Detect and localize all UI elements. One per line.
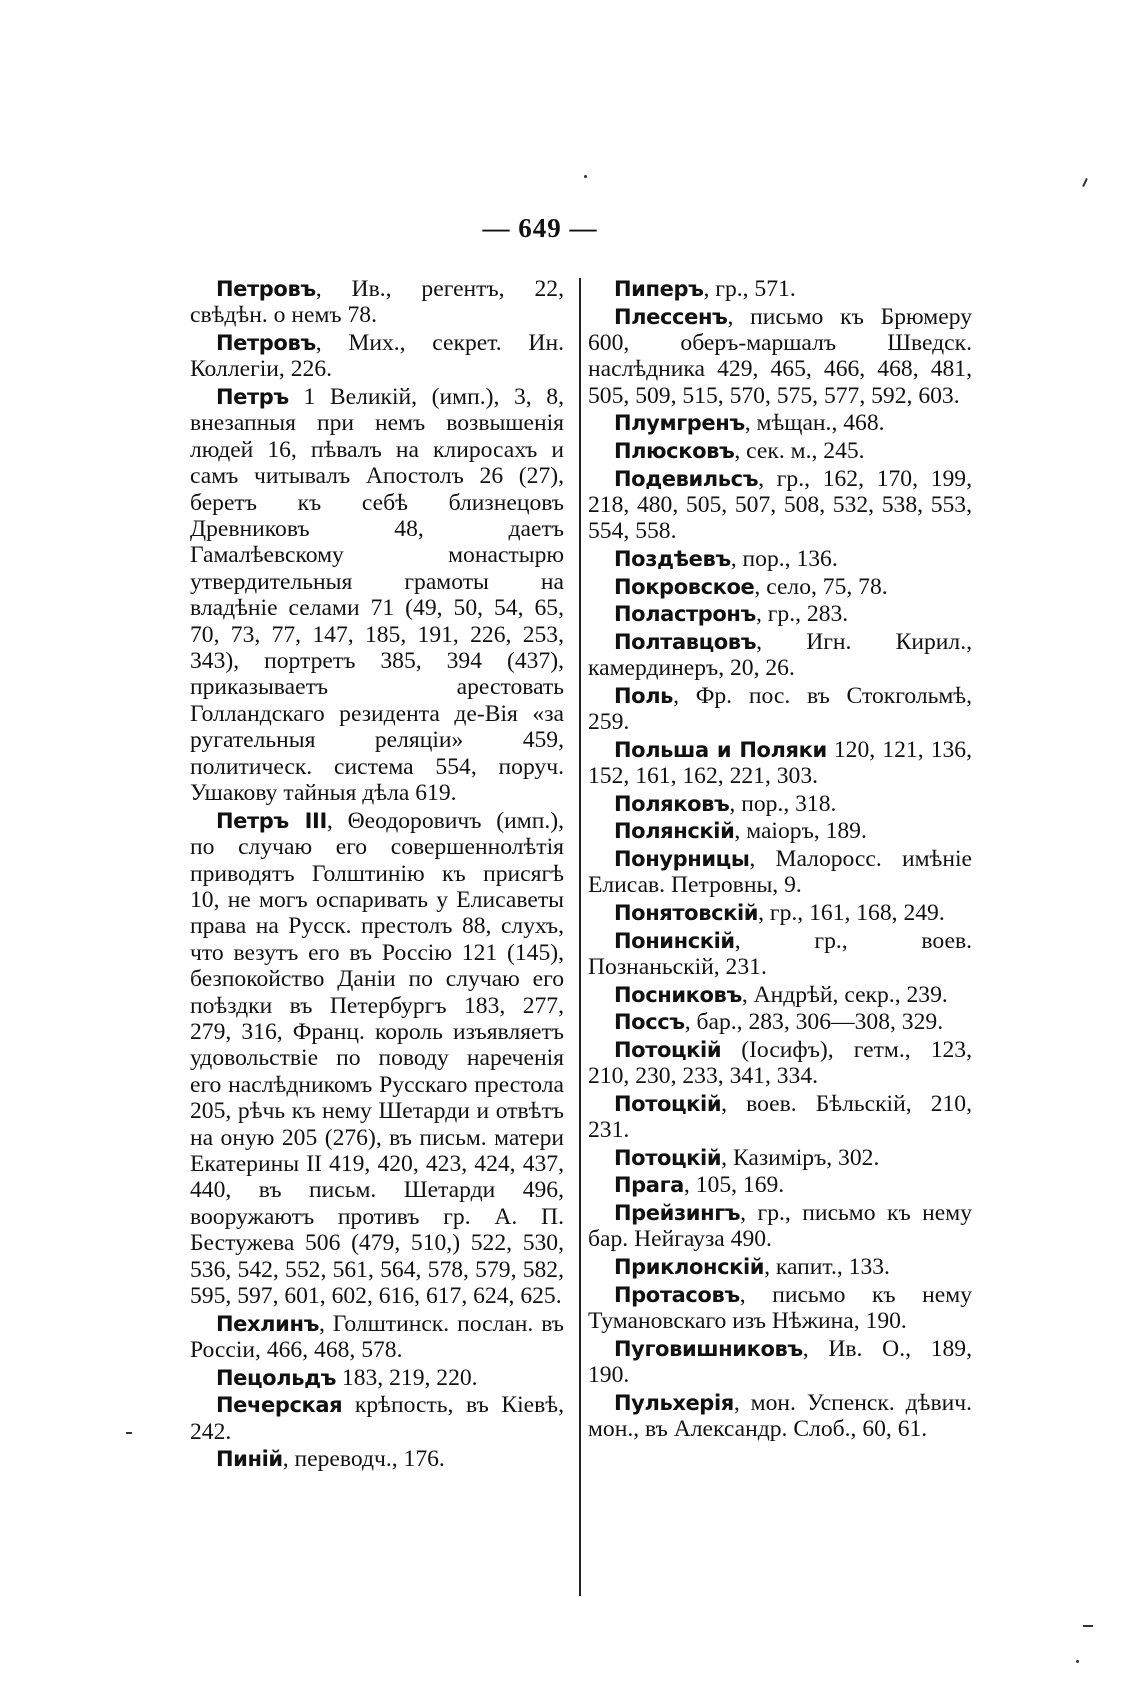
entry-headword: Полянскій (614, 819, 735, 844)
entry-headword: Печерская (216, 1393, 343, 1418)
index-entry (588, 683, 972, 736)
entry-headword: Полтавцовъ (614, 629, 757, 654)
index-entry (588, 982, 972, 1008)
entry-text: , сек. м., 245. (734, 438, 865, 464)
entry-text: , гр., 161, 168, 249. (758, 899, 945, 926)
entry-text: , мѣщан., 468. (744, 410, 885, 437)
entry-headword: Понятовскій (614, 900, 759, 925)
entry-headword: Пульхерія (614, 1390, 734, 1415)
entry-text: (Іосифъ), гетм., 123, 210, 230, 233, 341, 334. (588, 1036, 972, 1090)
entry-text: , переводч., 176. (282, 1446, 445, 1473)
entry-text: , Фр. пос. въ Стокгольмѣ, 259. (588, 682, 972, 736)
entry-headword: Потоцкій (614, 1037, 722, 1062)
index-entry (588, 466, 972, 545)
entry-headword: Поздѣевъ (614, 547, 731, 571)
entry-text: 120, 121, 136, 152, 161, 162, 221, 303. (588, 736, 973, 790)
entry-text: , Ив. О., 189, 190. (588, 1335, 972, 1388)
index-entry (190, 330, 564, 383)
entry-headword: Приклонскій (614, 1254, 765, 1279)
entry-text: , гр., 571. (703, 276, 796, 302)
index-entry (190, 1311, 564, 1364)
entry-text: , Андрѣй, секр., 239. (741, 981, 948, 1008)
entry-text: , село, 75, 78. (754, 573, 888, 600)
entry-headword: Поляковъ (614, 791, 730, 816)
entry-headword: Плессенъ (614, 304, 728, 329)
index-entry (588, 928, 972, 981)
entry-headword: Петровъ (216, 331, 316, 355)
entry-headword: Петровъ (216, 277, 316, 301)
entry-headword: Понинскій (614, 928, 735, 953)
entry-text: , Ив., регентъ, 22, свѣдѣн. о немъ 78. (190, 276, 564, 329)
index-entry (190, 384, 564, 807)
entry-headword: Петръ III (216, 808, 327, 833)
page-number: — 649 — (482, 213, 598, 243)
entry-text: , Голштинск. послан. въ Россіи, 466, 468, 578. (190, 1310, 564, 1363)
entry-headword: Прейзингъ (614, 1200, 741, 1225)
entry-text: , Мих., секрет. Ин. Коллегіи, 226. (190, 330, 564, 383)
entry-text: , воев. Бѣльскій, 210, 231. (588, 1090, 972, 1144)
entry-headword: Поль (614, 683, 674, 708)
index-entry (588, 1145, 972, 1171)
index-entry (588, 276, 972, 302)
index-entry (588, 1091, 972, 1144)
index-entry (588, 1336, 972, 1389)
index-column-right (588, 276, 972, 1444)
entry-headword: Поссъ (614, 1010, 685, 1035)
entry-text: , гр., воев. Познаньскій, 231. (588, 927, 972, 980)
index-entry (588, 574, 972, 600)
entry-headword: Покровское (614, 574, 755, 599)
entry-headword: Плумгренъ (614, 411, 745, 436)
entry-text: , гр., 162, 170, 199, 218, 480, 505, 507, 508, 532, 538, 553, 554, 558. (588, 465, 972, 545)
scan-speck (1082, 178, 1088, 187)
entry-text: 183, 219, 220. (336, 1364, 478, 1391)
entry-text: , письмо къ Брюмеру 600, оберъ-маршалъ Шведск. наслѣдника 429, 465, 466, 468, 481, 505, 509, 515, 570, 575, 577, 592, 603. (588, 303, 972, 409)
entry-headword: Пехлинъ (216, 1311, 319, 1336)
index-entry (588, 601, 972, 627)
index-entry (588, 1172, 972, 1198)
entry-headword: Польша и Поляки (614, 737, 827, 762)
index-entry (190, 808, 564, 1310)
entry-headword: Петръ (216, 385, 289, 409)
index-entry (588, 304, 972, 410)
entry-text: , пор., 318. (729, 790, 837, 817)
entry-text: , капит., 133. (764, 1253, 890, 1280)
entry-text: , пор., 136. (730, 546, 838, 572)
entry-text: , 105, 169. (683, 1172, 785, 1199)
scan-speck (584, 175, 587, 178)
entry-headword: Подевильсъ (614, 466, 759, 491)
index-entry (588, 818, 972, 844)
entry-headword: Потоцкій (614, 1091, 722, 1116)
entry-headword: Протасовъ (614, 1282, 740, 1307)
entry-headword: Посниковъ (614, 982, 742, 1007)
index-entry (588, 900, 972, 926)
entry-headword: Пецольдъ (216, 1365, 337, 1390)
index-entry (588, 1200, 972, 1253)
index-entry (588, 629, 972, 682)
entry-headword: Потоцкій (614, 1145, 722, 1170)
index-entry (588, 791, 972, 817)
index-entry (588, 546, 972, 572)
entry-headword: Пиній (216, 1447, 283, 1472)
index-entry (588, 737, 972, 790)
entry-text: , гр., 283. (755, 601, 849, 628)
entry-text: , Θеодоровичъ (имп.), по случаю его совершеннолѣтія приводятъ Голштинію къ присягѣ 10, не могъ оспаривать у Елисаветы права на Русск. престолъ 88, слухъ, что везутъ его въ Россію 121 (145), безпокойство Даніи по случаю его поѣздки въ Петербургъ 183, 277, 279, 316, Франц. король изъявляетъ удовольствіе по поводу нареченія его наслѣдникомъ Русскаго престола 205, рѣчь къ нему Шетарди и отвѣтъ на оную 205 (276), въ письм. матери Екатерины II 419, 420, 423, 424, 437, 440, въ письм. Шетарди 496, вооружаютъ противъ гр. А. П. Бестужева 506 (479, 510,) 522, 530, 536, 542, 552, 561, 564, 578, 579, 582, 595, 597, 601, 602, 616, 617, 624, 625. (190, 807, 564, 1309)
entry-headword: Пуговишниковъ (614, 1336, 803, 1361)
entry-headword: Поластронъ (614, 602, 756, 627)
index-entry (588, 1390, 972, 1443)
index-entry (190, 276, 564, 329)
index-entry (190, 1365, 564, 1391)
entry-text: , Малоросс. имѣніе Елисав. Петровны, 9. (588, 845, 972, 899)
index-entry (588, 1009, 972, 1035)
index-entry (588, 846, 972, 899)
scan-speck (1076, 1660, 1079, 1663)
scan-speck (1083, 1625, 1093, 1627)
entry-headword: Понурницы (614, 846, 750, 871)
index-entry (588, 1282, 972, 1335)
entry-headword: Прага (614, 1173, 684, 1198)
entry-text: , письмо къ нему Тумановскаго изъ Нѣжина, 190. (588, 1281, 972, 1334)
entry-text: , Игн. Кирил., камердинеръ, 20, 26. (588, 628, 972, 682)
column-divider (579, 278, 581, 1596)
entry-headword: Плюсковъ (614, 439, 735, 463)
index-entry (588, 438, 972, 464)
entry-headword: Пиперъ (614, 277, 704, 301)
index-entry (588, 1037, 972, 1090)
index-entry (588, 1254, 972, 1280)
entry-text: , гр., письмо къ нему бар. Нейгауза 490. (588, 1199, 972, 1253)
index-entry (190, 1392, 564, 1445)
entry-text: , Казиміръ, 302. (721, 1144, 880, 1171)
scan-speck (126, 1432, 132, 1434)
entry-text: 1 Великій, (имп.), 3, 8, внезапныя при немъ возвышенія людей 16, пѣвалъ на клиросахъ и самъ читывалъ Апостолъ 26 (27), беретъ къ себѣ близнецовъ Древниковъ 48, даетъ Гамалѣевскому монастырю утвердительныя грамоты на владѣніе селами 71 (49, 50, 54, 65, 70, 73, 77, 147, 185, 191, 226, 253, 343), портретъ 385, 394 (437), приказываетъ арестовать Голландскаго резидента де-Вія «за ругательныя реляціи» 459, политическ. система 554, поруч. Ушакову тайныя дѣла 619. (190, 384, 564, 807)
entry-text: , мон. Успенск. дѣвич. мон., въ Александр. Слоб., 60, 61. (588, 1389, 972, 1442)
entry-text: , бар., 283, 306—308, 329. (684, 1009, 944, 1036)
entry-text: , маіоръ, 189. (734, 818, 867, 845)
index-entry (588, 410, 972, 436)
index-column-left (190, 276, 564, 1474)
index-entry (190, 1446, 564, 1472)
entry-text: крѣпость, въ Кіевѣ, 242. (190, 1392, 564, 1445)
